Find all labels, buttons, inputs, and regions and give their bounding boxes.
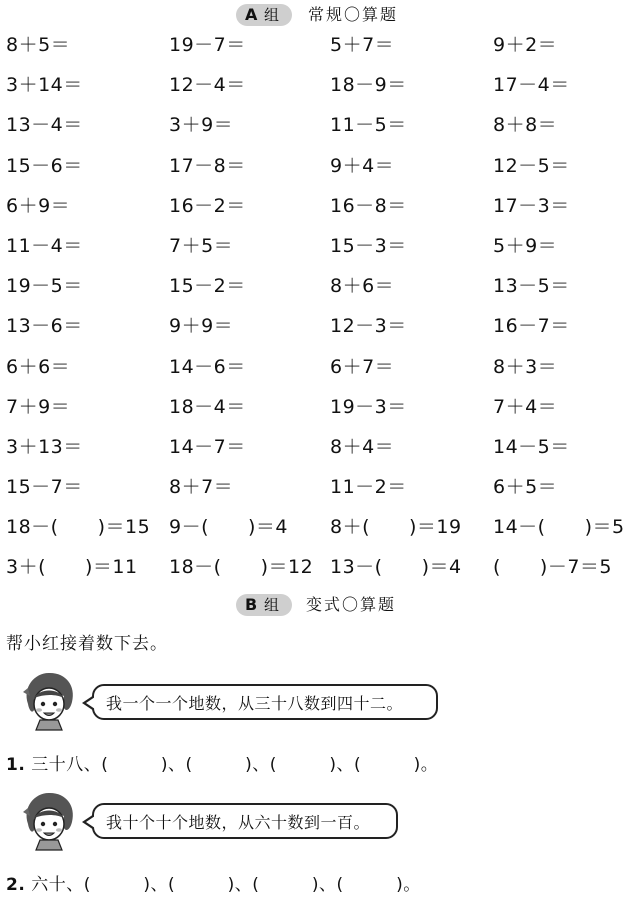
problem-cell: 3＋9＝: [169, 114, 234, 137]
problem-cell: 6＋7＝: [330, 355, 395, 378]
problem-cell: 8＋7＝: [169, 476, 234, 499]
problem-row: [6, 514, 630, 554]
problem-cell: 14－( )＝5: [493, 516, 625, 539]
problem-cell: 5＋9＝: [493, 234, 558, 257]
problem-cell: 9＋2＝: [493, 34, 558, 56]
problem-cell: 15－7＝: [6, 476, 83, 499]
problem-cell: ( )－7＝5: [493, 556, 613, 579]
section-b-title: 变式〇算题: [306, 595, 397, 614]
problem-cell: 7＋4＝: [493, 395, 558, 418]
problem-cell: 14－6＝: [169, 355, 246, 378]
problem-cell: 13－( )＝4: [330, 556, 462, 579]
problem-cell: 16－2＝: [169, 194, 246, 217]
section-b-header: [0, 594, 630, 618]
problem-row: [6, 273, 630, 313]
sequence-1-text: 三十八、( )、( )、( )、( )。: [25, 755, 439, 775]
problem-cell: 11－4＝: [6, 234, 83, 257]
problem-cell: 16－7＝: [493, 315, 570, 338]
problem-cell: 3＋13＝: [6, 435, 83, 458]
problem-row: [6, 32, 630, 72]
speech-bubble-1: 我一个一个地数，从三十八数到四十二。: [92, 684, 438, 720]
group-b-letter: B: [245, 595, 258, 614]
problem-row: [6, 193, 630, 233]
problem-cell: 13－5＝: [493, 275, 570, 298]
problem-cell: 3＋14＝: [6, 74, 83, 97]
problem-cell: 8＋6＝: [330, 275, 395, 298]
problem-cell: 17－4＝: [493, 74, 570, 97]
problem-cell: 9－( )＝4: [169, 516, 289, 539]
group-a-letter: A: [245, 5, 258, 24]
problem-cell: 18－4＝: [169, 395, 246, 418]
problem-row: [6, 474, 630, 514]
group-b-badge: [236, 594, 292, 616]
problem-cell: 14－7＝: [169, 435, 246, 458]
problem-cell: 17－3＝: [493, 194, 570, 217]
problem-row: [6, 153, 630, 193]
problem-cell: 6＋9＝: [6, 194, 71, 217]
problem-cell: 8＋( )＝19: [330, 516, 462, 539]
problem-row: [6, 313, 630, 353]
problem-cell: 8＋8＝: [493, 114, 558, 137]
problem-cell: 9＋9＝: [169, 315, 234, 338]
problem-cell: 15－2＝: [169, 275, 246, 298]
group-a-label: 组: [264, 6, 280, 24]
problem-grid: [6, 32, 630, 595]
problem-cell: 7＋9＝: [6, 395, 71, 418]
problem-cell: 13－6＝: [6, 315, 83, 338]
problem-cell: 12－4＝: [169, 74, 246, 97]
problem-cell: 11－2＝: [330, 476, 407, 499]
problem-cell: 15－3＝: [330, 234, 407, 257]
problem-cell: 5＋7＝: [330, 34, 395, 56]
instruction-text: 帮小红接着数下去。: [6, 634, 168, 654]
problem-cell: 19－7＝: [169, 34, 246, 56]
problem-cell: 17－8＝: [169, 154, 246, 177]
problem-cell: 16－8＝: [330, 194, 407, 217]
section-a-header: [0, 4, 630, 28]
problem-row: [6, 72, 630, 112]
problem-cell: 12－3＝: [330, 315, 407, 338]
sequence-2: [6, 870, 421, 895]
problem-cell: 8＋4＝: [330, 435, 395, 458]
problem-row: [6, 112, 630, 152]
sequence-1: [6, 750, 438, 775]
problem-cell: 8＋5＝: [6, 34, 71, 56]
problem-cell: 18－9＝: [330, 74, 407, 97]
problem-cell: 12－5＝: [493, 154, 570, 177]
problem-cell: 18－( )＝12: [169, 556, 314, 579]
problem-cell: 6＋5＝: [493, 476, 558, 499]
sequence-2-text: 六十、( )、( )、( )、( )。: [25, 875, 421, 895]
problem-cell: 8＋3＝: [493, 355, 558, 378]
problem-row: [6, 434, 630, 474]
problem-cell: 13－4＝: [6, 114, 83, 137]
speech-bubble-2: 我十个十个地数，从六十数到一百。: [92, 803, 398, 839]
sequence-1-number: 1.: [6, 755, 26, 775]
problem-cell: 7＋5＝: [169, 234, 234, 257]
problem-cell: 6＋6＝: [6, 355, 71, 378]
problem-cell: 19－3＝: [330, 395, 407, 418]
problem-row: [6, 554, 630, 594]
problem-cell: 19－5＝: [6, 275, 83, 298]
problem-row: [6, 354, 630, 394]
problem-cell: 14－5＝: [493, 435, 570, 458]
girl-avatar-icon: [20, 670, 78, 732]
section-a-title: 常规〇算题: [308, 5, 399, 24]
girl-avatar-icon: [20, 790, 78, 852]
problem-cell: 18－( )＝15: [6, 516, 151, 539]
problem-cell: 15－6＝: [6, 154, 83, 177]
group-a-badge: [236, 4, 292, 26]
problem-row: [6, 233, 630, 273]
problem-row: [6, 394, 630, 434]
sequence-2-number: 2.: [6, 875, 26, 895]
problem-cell: 3＋( )＝11: [6, 556, 138, 579]
problem-cell: 11－5＝: [330, 114, 407, 137]
group-b-label: 组: [264, 596, 280, 614]
problem-cell: 9＋4＝: [330, 154, 395, 177]
